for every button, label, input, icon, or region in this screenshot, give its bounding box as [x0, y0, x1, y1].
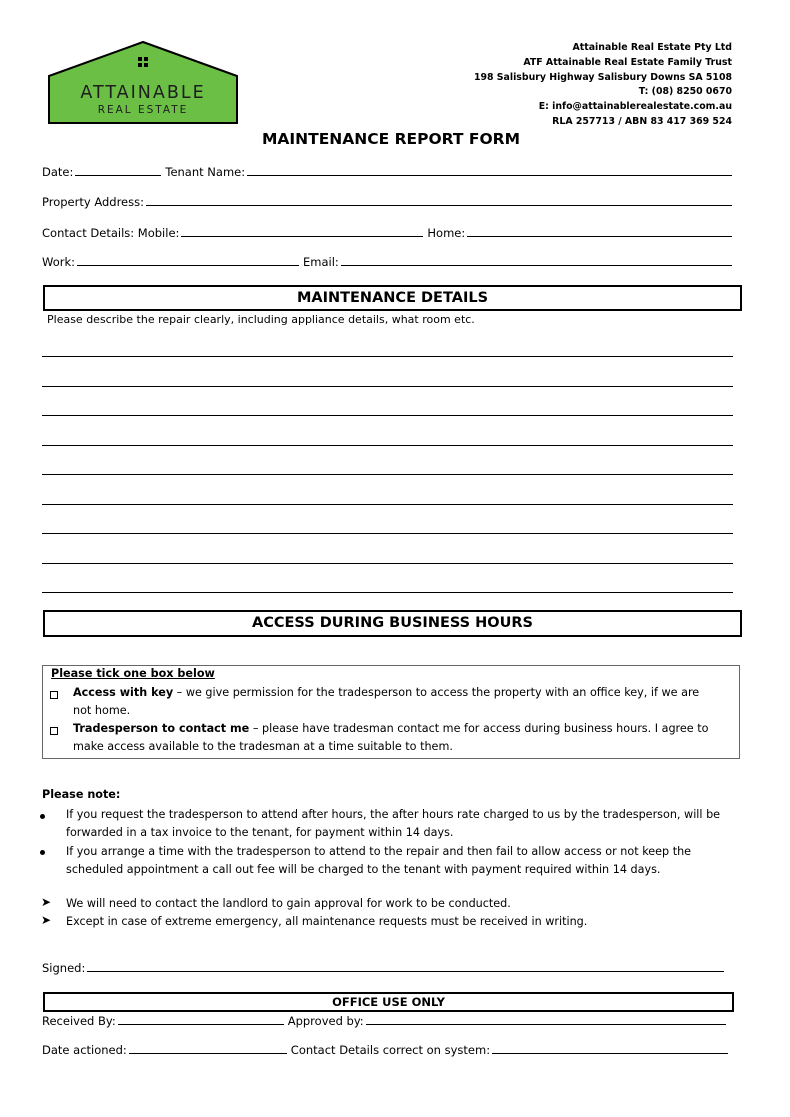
maintenance-details-heading: MAINTENANCE DETAILS — [43, 285, 742, 311]
tenant-name-label: Tenant Name: — [165, 165, 246, 179]
home-field[interactable] — [467, 235, 732, 237]
tick-instruction: Please tick one box below — [51, 667, 215, 680]
property-address-row — [42, 195, 736, 209]
date-label: Date: — [42, 165, 74, 179]
company-license: RLA 257713 / ABN 83 417 369 524 — [552, 115, 732, 127]
signed-row — [42, 961, 728, 975]
work-label: Work: — [42, 255, 75, 269]
company-name: Attainable Real Estate Pty Ltd — [572, 42, 732, 53]
bullet-icon — [40, 814, 45, 819]
property-address-field[interactable] — [146, 204, 732, 206]
property-address-label: Property Address: — [42, 195, 144, 209]
signed-label: Signed: — [42, 961, 86, 975]
maintenance-instruction: Please describe the repair clearly, including appliance details, what room etc. — [47, 313, 475, 326]
notes-heading: Please note: — [42, 788, 121, 801]
office-use-heading: OFFICE USE ONLY — [43, 992, 734, 1012]
arrow-bullet-icon: ➤ — [41, 913, 52, 927]
approved-by-field[interactable] — [366, 1023, 726, 1025]
note-call-out-fee: If you arrange a time with the tradesperson to attend to the repair and then fail to allow access or not keep the scheduled appointment a call out fee will be charged to the tenant with payment required within 14 days. — [66, 845, 692, 876]
tradesperson-contact-text: – please have tradesman contact me for access during business hours. I agree to make access available to the tradesman at a time suitable to them. — [73, 722, 709, 753]
mobile-label: Contact Details: Mobile: — [42, 226, 180, 240]
work-field[interactable] — [77, 264, 299, 266]
description-line[interactable] — [42, 415, 733, 416]
date-actioned-row — [42, 1043, 732, 1057]
description-line[interactable] — [42, 356, 733, 357]
access-with-key-option — [73, 684, 713, 720]
tradesperson-contact-title: Tradesperson to contact me — [73, 722, 250, 735]
company-address: 198 Salisbury Highway Salisbury Downs SA 5108 — [473, 71, 732, 83]
email-field[interactable] — [341, 264, 732, 266]
company-logo — [47, 40, 239, 125]
tradesperson-contact-option — [73, 720, 713, 756]
form-title: MAINTENANCE REPORT FORM — [261, 130, 520, 148]
description-line[interactable] — [42, 592, 733, 593]
access-with-key-checkbox[interactable] — [50, 691, 58, 699]
access-with-key-text: – we give permission for the tradesperson to access the property with an office key, if we are not home. — [73, 686, 700, 717]
signature-field[interactable] — [87, 970, 724, 972]
description-line[interactable] — [42, 504, 733, 505]
tradesperson-contact-checkbox[interactable] — [50, 727, 58, 735]
home-label: Home: — [427, 226, 466, 240]
arrow-bullet-icon: ➤ — [41, 895, 52, 909]
work-email-row — [42, 255, 736, 269]
logo-name: ATTAINABLE — [80, 83, 206, 103]
description-line[interactable] — [42, 474, 733, 475]
description-line[interactable] — [42, 386, 733, 387]
access-heading: ACCESS DURING BUSINESS HOURS — [43, 610, 742, 637]
date-actioned-field[interactable] — [129, 1052, 287, 1054]
contact-correct-field[interactable] — [492, 1052, 728, 1054]
email-label: Email: — [303, 255, 339, 269]
description-line[interactable] — [42, 563, 733, 564]
tenant-name-field[interactable] — [247, 174, 732, 176]
access-with-key-title: Access with key — [73, 686, 174, 699]
date-tenant-row — [42, 165, 736, 179]
note-landlord-approval: We will need to contact the landlord to gain approval for work to be conducted. — [66, 897, 511, 910]
company-phone: T: (08) 8250 0670 — [638, 86, 732, 98]
received-by-label: Received By: — [42, 1014, 116, 1028]
company-trust: ATF Attainable Real Estate Family Trust — [523, 56, 732, 68]
note-writing-requirement: Except in case of extreme emergency, all maintenance requests must be received in writing. — [66, 915, 588, 928]
date-actioned-label: Date actioned: — [42, 1043, 127, 1057]
approved-by-label: Approved by: — [287, 1014, 364, 1028]
description-line[interactable] — [42, 445, 733, 446]
received-approved-row — [42, 1014, 730, 1028]
description-line[interactable] — [42, 533, 733, 534]
note-after-hours: If you request the tradesperson to attend after hours, the after hours rate charged to us by the tradesperson, will be forwarded in a tax invoice to the tenant, for payment within 14 days. — [66, 808, 721, 839]
contact-correct-label: Contact Details correct on system: — [290, 1043, 491, 1057]
contact-row — [42, 226, 736, 240]
company-details — [474, 41, 732, 130]
access-options-box — [42, 665, 740, 759]
company-email: E: info@attainablerealestate.com.au — [538, 101, 732, 113]
logo-tagline: REAL ESTATE — [97, 104, 189, 116]
date-field[interactable] — [75, 174, 161, 176]
mobile-field[interactable] — [181, 235, 423, 237]
received-by-field[interactable] — [118, 1023, 284, 1025]
bullet-icon — [40, 850, 45, 855]
